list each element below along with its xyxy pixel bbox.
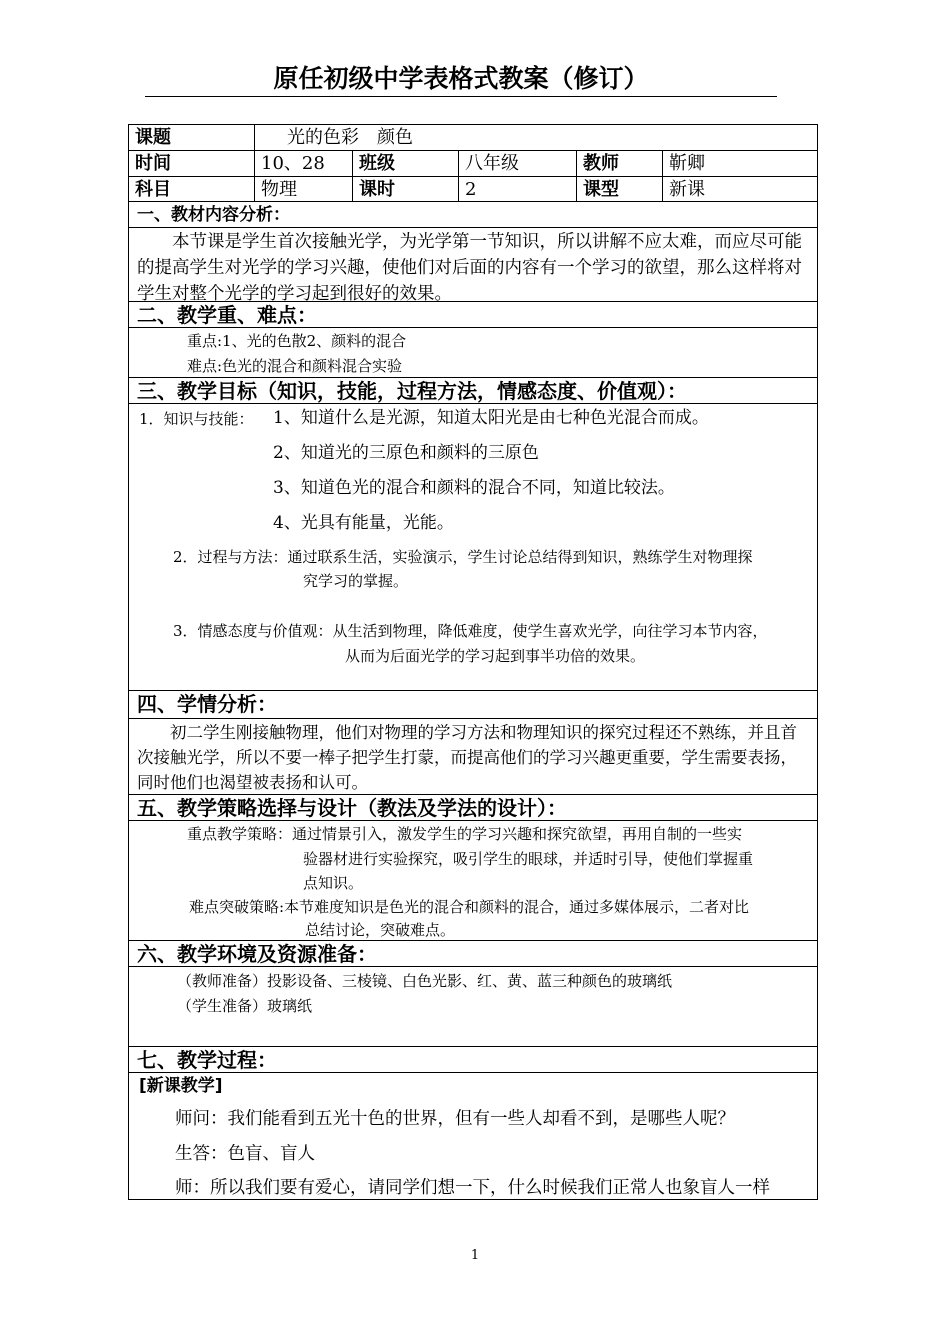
student-preparation: （学生准备）玻璃纸 — [177, 997, 313, 1015]
knowledge-item-4: 4、光具有能量，光能。 — [273, 513, 454, 533]
teacher-label: 教师 — [577, 151, 663, 176]
topic-label: 课题 — [129, 125, 255, 150]
header-row-subject — [129, 177, 817, 202]
class-label: 班级 — [353, 151, 459, 176]
key-strategy-line-2: 验器材进行实验探究，吸引学生的眼球，并适时引导，使他们掌握重 — [303, 850, 754, 868]
process-line-1: 2．过程与方法：通过联系生活，实验演示，学生讨论总结得到知识，熟练学生对物理探 — [173, 548, 753, 566]
knowledge-item-1: 1、知道什么是光源，知道太阳光是由七种色光混合而成。 — [273, 408, 709, 428]
section-5-body — [129, 821, 817, 941]
process-line-teacher-question: 师问：我们能看到五光十色的世界，但有一些人却看不到，是哪些人呢？ — [175, 1109, 735, 1129]
type-label: 课型 — [577, 177, 663, 201]
knowledge-item-2: 2、知道光的三原色和颜料的三原色 — [273, 443, 539, 463]
section-2-heading: 二、教学重、难点： — [129, 302, 817, 328]
time-label: 时间 — [129, 151, 255, 176]
section-6-heading: 六、教学环境及资源准备： — [129, 941, 817, 967]
process-line-2: 究学习的掌握。 — [303, 572, 409, 590]
difficult-points: 难点:色光的混合和颜料混合实验 — [187, 357, 403, 375]
time-value: 10、28 — [255, 151, 353, 176]
period-value: 2 — [459, 177, 577, 201]
process-line-teacher-remark: 师：所以我们要有爱心，请同学们想一下，什么时候我们正常人也象盲人一样 — [175, 1178, 770, 1198]
class-value: 八年级 — [459, 151, 577, 176]
section-3-heading: 三、教学目标（知识，技能，过程方法，情感态度、价值观）： — [129, 378, 817, 404]
header-row-time — [129, 151, 817, 177]
new-lesson-subheading: [新课教学] — [139, 1076, 223, 1096]
emotion-line-2: 从而为后面光学的学习起到事半功倍的效果。 — [345, 647, 646, 665]
section-7-heading: 七、教学过程： — [129, 1047, 817, 1073]
header-row-topic — [129, 125, 817, 151]
page-number: 1 — [470, 1248, 480, 1263]
period-label: 课时 — [353, 177, 459, 201]
key-points: 重点:1、光的色散2、颜料的混合 — [187, 332, 407, 350]
section-5-heading: 五、教学策略选择与设计（教法及学法的设计）： — [129, 795, 817, 821]
lesson-plan-table — [128, 124, 818, 1200]
section-1-body: 本节课是学生首次接触光学，为光学第一节知识，所以讲解不应太难，而应尽可能的提高学生对光学的学习兴趣，使他们对后面的内容有一个学习的欲望，那么这样将对学生对整个光学的学习起到很好的效果。 — [129, 228, 817, 302]
document-title: 原任初级中学表格式教案（修订） — [145, 62, 777, 97]
section-6-body — [129, 967, 817, 1047]
emotion-line-1: 3．情感态度与价值观：从生活到物理，降低难度，使学生喜欢光学，向往学习本节内容， — [173, 622, 768, 640]
difficult-strategy-line-2: 总结讨论，突破难点。 — [305, 921, 456, 939]
topic-value: 光的色彩 颜色 — [287, 127, 413, 148]
subject-value: 物理 — [255, 177, 353, 201]
key-strategy-line-3: 点知识。 — [303, 874, 364, 892]
section-2-body — [129, 328, 817, 378]
section-1-heading: 一、教材内容分析： — [129, 202, 817, 228]
key-strategy-line-1: 重点教学策略：通过情景引入，激发学生的学习兴趣和探究欲望，再用自制的一些实 — [187, 825, 743, 843]
section-7-body — [129, 1073, 817, 1199]
knowledge-label: 1．知识与技能： — [139, 410, 254, 428]
subject-label: 科目 — [129, 177, 255, 201]
section-4-heading: 四、学情分析： — [129, 691, 817, 719]
teacher-value: 靳卿 — [669, 153, 705, 174]
difficult-strategy-line-1: 难点突破策略:本节难度知识是色光的混合和颜料的混合，通过多媒体展示，二者对比 — [189, 898, 750, 916]
process-line-student-answer: 生答：色盲、盲人 — [175, 1144, 315, 1164]
section-4-body: 初二学生刚接触物理，他们对物理的学习方法和物理知识的探究过程还不熟练，并且首次接触光学，所以不要一棒子把学生打蒙，而提高他们的学习兴趣更重要，学生需要表扬，同时他们也渴望被表扬和认可。 — [129, 719, 817, 795]
section-3-body — [129, 404, 817, 691]
teacher-preparation: （教师准备）投影设备、三棱镜、白色光影、红、黄、蓝三种颜色的玻璃纸 — [177, 972, 673, 990]
type-value: 新课 — [669, 179, 705, 200]
knowledge-item-3: 3、知道色光的混合和颜料的混合不同，知道比较法。 — [273, 478, 675, 498]
